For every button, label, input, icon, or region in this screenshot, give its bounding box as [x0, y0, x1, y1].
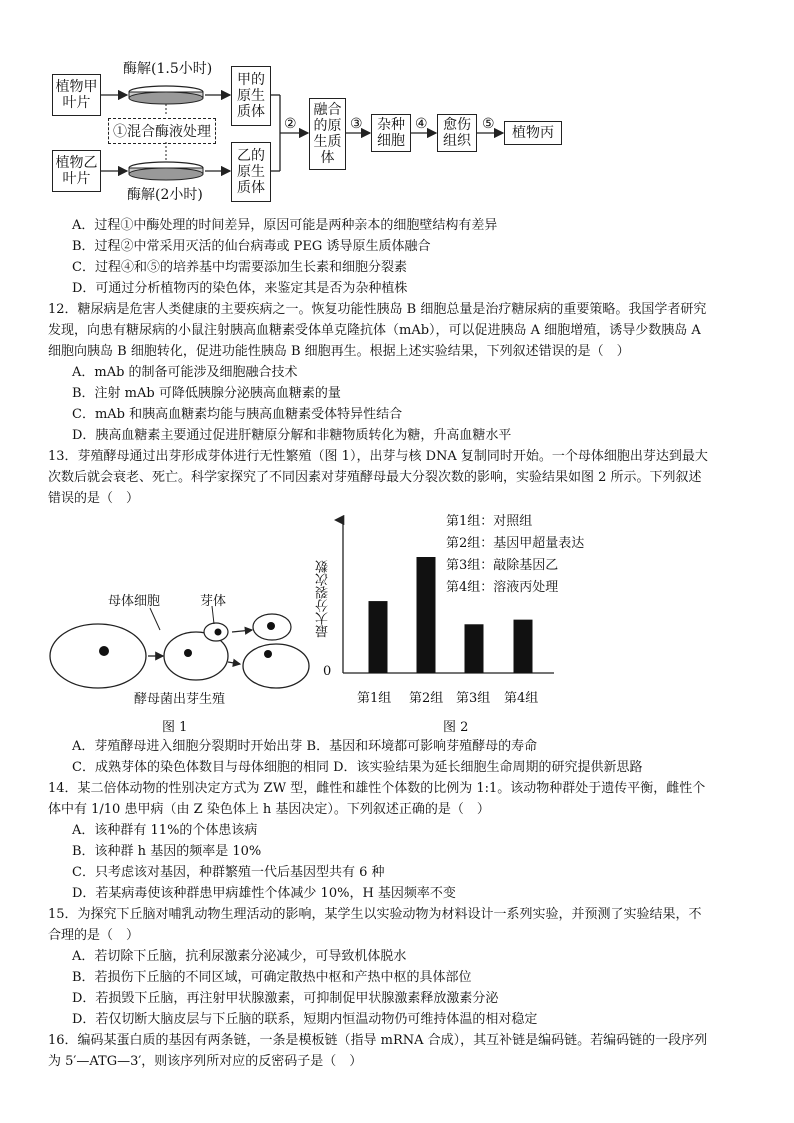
proto-b-label: 乙的原生质体 [237, 148, 265, 196]
hybrid-cell-label: 杂种细胞 [377, 117, 405, 149]
q15-option-a: A．若切除下丘脑，抗利尿激素分泌减少，可导致机体脱水 [72, 949, 407, 964]
y-axis-label: 最大分裂次数 [316, 560, 331, 638]
x-tick-3: 第3组 [456, 691, 491, 706]
q11-option-b: B．过程②中常采用灭活的仙台病毒或 PEG 诱导原生质体融合 [72, 239, 431, 254]
plant-c-label: 植物丙 [512, 125, 554, 141]
bud-label: 芽体 [200, 594, 227, 609]
x-tick-2: 第2组 [409, 691, 444, 706]
q11-option-c: C．过程④和⑤的培养基中均需要添加生长素和细胞分裂素 [72, 260, 407, 275]
step-5-label: ⑤ [482, 116, 495, 132]
q14-option-a: A．该种群有 11%的个体患该病 [72, 823, 258, 838]
q15-option-d: D．若仅切断大脑皮层与下丘脑的联系，短期内恒温动物仍可维持体温的相对稳定 [72, 1012, 538, 1027]
q11-option-d: D．可通过分析植物丙的染色体，来鉴定其是否为杂种植株 [72, 281, 408, 296]
legend-item-2: 第2组：基因甲超量表达 [446, 536, 585, 551]
enzyme-b-label: 酶解(2小时) [127, 187, 203, 203]
q11-option-a: A．过程①中酶处理的时间差异，原因可能是两种亲本的细胞壁结构有差异 [72, 218, 498, 233]
fig1-caption: 酵母菌出芽生殖 [134, 692, 226, 707]
y-origin-label: 0 [323, 664, 332, 679]
step-4-label: ④ [415, 116, 428, 132]
callus-label: 愈伤组织 [443, 117, 471, 149]
q13-stem-line-2: 次数后就会衰老、死亡。科学家探究了不同因素对芽殖酵母最大分裂次数的影响，实验结果如图 2 所示。下列叙述 [48, 470, 702, 485]
fig2-title: 图 2 [443, 720, 469, 735]
q14-option-b: B．该种群 h 基因的频率是 10% [72, 844, 262, 859]
q14-stem-line-2: 体中有 1/10 患甲病（由 Z 染色体上 h 基因决定）。下列叙述正确的是（ ） [48, 802, 490, 817]
q16-stem-line-1: 16．编码某蛋白质的基因有两条链，一条是模板链（指导 mRNA 合成），其互补链是编码链。若编码链的一段序列 [48, 1033, 708, 1048]
q14-option-c: C．只考虑该对基因，种群繁殖一代后基因型共有 6 种 [72, 865, 385, 880]
q15-option-c: D．若损毁下丘脑，再注射甲状腺激素，可抑制促甲状腺激素释放激素分泌 [72, 991, 499, 1006]
mix-enzyme-label: ①混合酶液处理 [108, 118, 216, 144]
bar-1 [369, 601, 388, 673]
plant-b-label: 植物乙叶片 [55, 155, 98, 187]
x-tick-1: 第1组 [357, 691, 392, 706]
fused-proto-label: 融合的原生质体 [313, 102, 342, 166]
step-3-label: ③ [350, 116, 363, 132]
q12-stem-line-2: 发现，向患有糖尿病的小鼠注射胰高血糖素受体单克隆抗体（mAb），可以促进胰岛 A 细胞增殖，诱导少数胰岛 A [48, 323, 701, 338]
legend-item-3: 第3组：敲除基因乙 [446, 558, 559, 573]
bar-3 [465, 624, 484, 673]
bar-4 [514, 620, 533, 673]
plant-a-label: 植物甲叶片 [55, 79, 98, 111]
q12-option-b: B．注射 mAb 可降低胰腺分泌胰高血糖素的量 [72, 386, 341, 401]
enzyme-a-label: 酶解(1.5小时) [123, 61, 213, 77]
q13-option-ab: A．芽殖酵母进入细胞分裂期时开始出芽 B．基因和环境都可影响芽殖酵母的寿命 [72, 739, 538, 754]
fig1-title: 图 1 [162, 720, 188, 735]
legend-item-4: 第4组：溶液丙处理 [446, 580, 559, 595]
x-tick-4: 第4组 [504, 691, 539, 706]
step-2-label: ② [284, 116, 297, 132]
q15-option-b: B．若损伤下丘脑的不同区域，可确定散热中枢和产热中枢的具体部位 [72, 970, 472, 985]
q12-stem-line-3: 细胞向胰岛 B 细胞转化，促进功能性胰岛 B 细胞再生。根据上述实验结果，下列叙述错误的是（ ） [48, 344, 630, 359]
q12-option-d: D．胰高血糖素主要通过促进肝糖原分解和非糖物质转化为糖，升高血糖水平 [72, 428, 512, 443]
bar-2 [417, 557, 436, 673]
q13-option-cd: C．成熟芽体的染色体数目与母体细胞的相同 D．该实验结果为延长细胞生命周期的研究提供新思路 [72, 760, 643, 775]
mother-cell-label: 母体细胞 [108, 594, 161, 609]
q16-stem-line-2: 为 5′—ATG—3′，则该序列所对应的反密码子是（ ） [48, 1054, 363, 1069]
q14-option-d: D．若某病毒使该种群患甲病雄性个体减少 10%，H 基因频率不变 [72, 886, 456, 901]
q14-stem-line-1: 14．某二倍体动物的性别决定方式为 ZW 型，雌性和雄性个体数的比例为 1:1。该动物种群处于遗传平衡，雌性个 [48, 781, 706, 796]
proto-a-label: 甲的原生质体 [237, 72, 265, 120]
q12-option-a: A．mAb 的制备可能涉及细胞融合技术 [72, 365, 298, 380]
legend-item-1: 第1组：对照组 [446, 514, 533, 529]
q15-stem-line-1: 15．为探究下丘脑对哺乳动物生理活动的影响，某学生以实验动物为材料设计一系列实验，并预测了实验结果，不 [48, 907, 702, 922]
q12-stem-line-1: 12．糖尿病是危害人类健康的主要疾病之一。恢复功能性胰岛 B 细胞总量是治疗糖尿病的重要策略。我国学者研究 [48, 302, 707, 317]
q13-stem-line-1: 13．芽殖酵母通过出芽形成芽体进行无性繁殖（图 1），出芽与核 DNA 复制同时开始。一个母体细胞出芽达到最大 [48, 449, 708, 464]
q12-option-c: C．mAb 和胰高血糖素均能与胰高血糖素受体特异性结合 [72, 407, 403, 422]
q13-stem-line-3: 错误的是（ ） [48, 491, 140, 506]
q15-stem-line-2: 合理的是（ ） [48, 928, 140, 943]
